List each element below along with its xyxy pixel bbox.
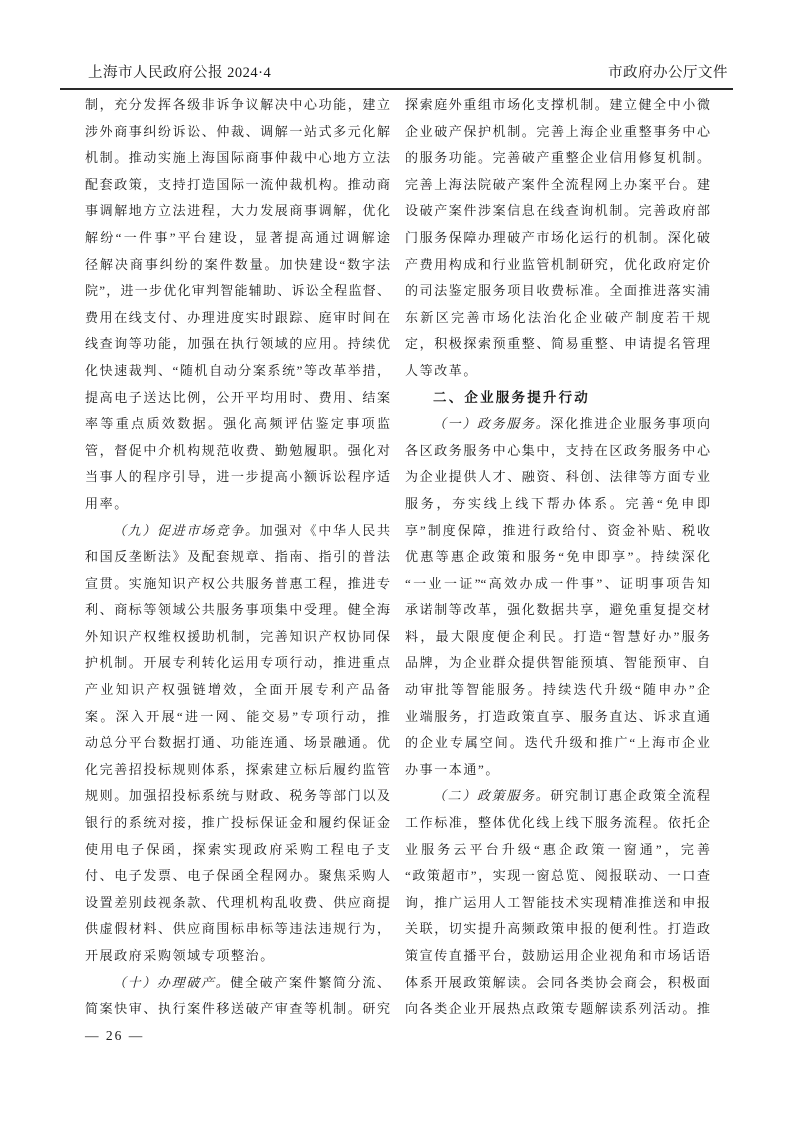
text-line: 定，积极探索预重整、简易重整、申请提名管理 <box>405 336 710 352</box>
text-line: 体系开展政策解读。会同各类协会商会，积极面 <box>405 974 710 990</box>
text-line: 宣贯。实施知识产权公共服务普惠工程，推进专 <box>85 575 390 591</box>
text-line: 利、商标等领域公共服务事项集中受理。健全海 <box>85 602 390 618</box>
text-line: 院”，进一步优化审判智能辅助、诉讼全程监督、 <box>85 283 390 299</box>
text-line: 径解决商事纠纷的案件数量。加快建设“数字法 <box>85 256 390 272</box>
text-line: 机制。推动实施上海国际商事仲裁中心地方立法 <box>85 150 390 166</box>
page-header <box>88 60 728 82</box>
text-line: 提高电子送达比例，公开平均用时、费用、结案 <box>85 389 390 405</box>
text-line: 人等改革。 <box>405 362 479 378</box>
document-category-label: 市政府办公厅文件 <box>608 65 728 81</box>
text-line: （九）促进市场竞争。加强对《中华人民共 <box>113 522 390 538</box>
text-line: （二）政策服务。研究制订惠企政策全流程 <box>433 788 710 804</box>
text-line: 化快速裁判、“随机自动分案系统”等改革举措， <box>85 362 390 378</box>
column-left <box>85 92 390 1023</box>
text-line: 服务，夯实线上线下帮办体系。完善“免申即 <box>405 495 710 511</box>
text-line: 管，督促中介机构规范收费、勤勉履职。强化对 <box>85 442 390 458</box>
text-line: 使用电子保函，探索实现政府采购工程电子支 <box>85 841 390 857</box>
text-line: 的服务功能。完善破产重整企业信用修复机制。 <box>405 150 710 166</box>
text-line: 东新区完善市场化法治化企业破产制度若干规 <box>405 309 710 325</box>
text-line: “一业一证”“高效办成一件事”、证明事项告知 <box>405 575 710 591</box>
text-line: 承诺制等改革，强化数据共享，避免重复提交材 <box>405 602 710 618</box>
text-line: 银行的系统对接，推广投标保证金和履约保证金 <box>85 815 390 831</box>
text-line: 护机制。开展专利转化运用专项行动，推进重点 <box>85 655 390 671</box>
text-line: 策宣传直播平台，鼓励运用企业视角和市场话语 <box>405 948 710 963</box>
text-line: 工作标准，整体优化线上线下服务流程。依托企 <box>405 815 710 831</box>
page-number: — 26 — <box>85 1028 145 1043</box>
section-heading: 二、企业服务提升行动 <box>433 389 590 405</box>
text-line: 和国反垄断法》及配套规章、指南、指引的普法 <box>85 549 390 565</box>
text-line: 门服务保障办理破产市场化运行的机制。深化破 <box>405 229 710 245</box>
text-line: 当事人的程序引导，进一步提高小额诉讼程序适 <box>85 469 390 485</box>
text-line: 用率。 <box>85 495 129 511</box>
text-line: 线查询等功能，加强在执行领域的应用。持续优 <box>85 336 390 352</box>
text-line: 设破产案件涉案信息在线查询机制。完善政府部 <box>405 203 710 219</box>
text-line: 产业知识产权强链增效，全面开展专利产品备 <box>85 682 390 698</box>
text-line: （十）办理破产。健全破产案件繁简分流、 <box>113 974 390 990</box>
text-line: 设置差别歧视条款、代理机构乱收费、供应商提 <box>85 894 390 910</box>
paragraph-lead: （二）政策服务。 <box>433 788 551 804</box>
text-line: 供虚假材料、供应商围标串标等违法违规行为， <box>85 921 390 937</box>
text-line: （一）政务服务。深化推进企业服务事项向 <box>433 416 710 432</box>
text-line: 各区政务服务中心集中，支持在区政务服务中心 <box>405 442 710 458</box>
text-line: 开展政府采购领域专项整治。 <box>85 948 275 963</box>
column-right <box>405 92 710 1023</box>
page-footer <box>85 1028 144 1044</box>
text-line: 企业破产保护机制。完善上海企业重整事务中心 <box>405 123 710 139</box>
text-line: 探索庭外重组市场化支撑机制。建立健全中小微 <box>405 97 710 112</box>
text-line: 动审批等智能服务。持续迭代升级“随申办”企 <box>405 682 710 698</box>
text-line: 业服务云平台升级“惠企政策一窗通”，完善 <box>405 841 710 857</box>
text-line: 配套政策，支持打造国际一流仲裁机构。推动商 <box>85 176 390 192</box>
paragraph-lead: （一）政务服务。 <box>433 416 551 432</box>
text-line: 的司法鉴定服务项目收费标准。全面推进落实浦 <box>405 283 710 299</box>
paragraph-lead: （十）办理破产。 <box>113 974 231 990</box>
text-line: 涉外商事纠纷诉讼、仲裁、调解一站式多元化解 <box>85 123 390 139</box>
text-line: 解纷“一件事”平台建设，显著提高通过调解途 <box>85 229 390 245</box>
text-line: 外知识产权维权援助机制，完善知识产权协同保 <box>85 628 390 644</box>
text-line: 完善上海法院破产案件全流程网上办案平台。建 <box>405 176 710 192</box>
text-line: 事调解地方立法进程，大力发展商事调解，优化 <box>85 203 390 219</box>
header-rule <box>60 88 733 90</box>
text-line: 案。深入开展“进一网、能交易”专项行动，推 <box>85 708 390 724</box>
text-line: 品牌，为企业群众提供智能预填、智能预审、自 <box>405 655 710 671</box>
text-line: 为企业提供人才、融资、科创、法律等方面专业 <box>405 469 710 485</box>
text-line: 询，推广运用人工智能技术实现精准推送和申报 <box>405 894 710 910</box>
paragraph-lead: （九）促进市场竞争。 <box>113 522 260 538</box>
text-line: “政策超市”，实现一窗总览、阅报联动、一口查 <box>405 868 710 884</box>
gazette-title: 上海市人民政府公报 2024·4 <box>88 65 272 81</box>
text-line: 产费用构成和行业监管机制研究，优化政府定价 <box>405 256 710 272</box>
text-line: 的企业专属空间。迭代升级和推广“上海市企业 <box>405 735 710 751</box>
text-line: 向各类企业开展热点政策专题解读系列活动。推 <box>405 1001 710 1017</box>
text-line: 业端服务，打造政策直享、服务直达、诉求直通 <box>405 708 710 724</box>
text-line: 享”制度保障，推进行政给付、资金补贴、税收 <box>405 522 710 538</box>
text-line: 优惠等惠企政策和服务“免申即享”。持续深化 <box>405 549 710 565</box>
text-line: 关联，切实提升高频政策申报的便利性。打造政 <box>405 921 710 937</box>
text-line: 办事一本通”。 <box>405 761 500 777</box>
text-line: 料，最大限度便企利民。打造“智慧好办”服务 <box>405 628 710 644</box>
text-line: 简案快审、执行案件移送破产审查等机制。研究 <box>85 1001 390 1017</box>
text-line: 率等重点质效数据。强化高频评估鉴定事项监 <box>85 416 390 432</box>
text-line: 制，充分发挥各级非诉争议解决中心功能，建立 <box>85 97 390 112</box>
text-line: 费用在线支付、办理进度实时跟踪、庭审时间在 <box>85 309 390 325</box>
text-line: 规则。加强招投标系统与财政、税务等部门以及 <box>85 788 390 804</box>
text-line: 付、电子发票、电子保函全程网办。聚焦采购人 <box>85 868 390 884</box>
text-line: 动总分平台数据打通、功能连通、场景融通。优 <box>85 735 390 751</box>
text-line: 化完善招投标规则体系，探索建立标后履约监管 <box>85 761 390 777</box>
